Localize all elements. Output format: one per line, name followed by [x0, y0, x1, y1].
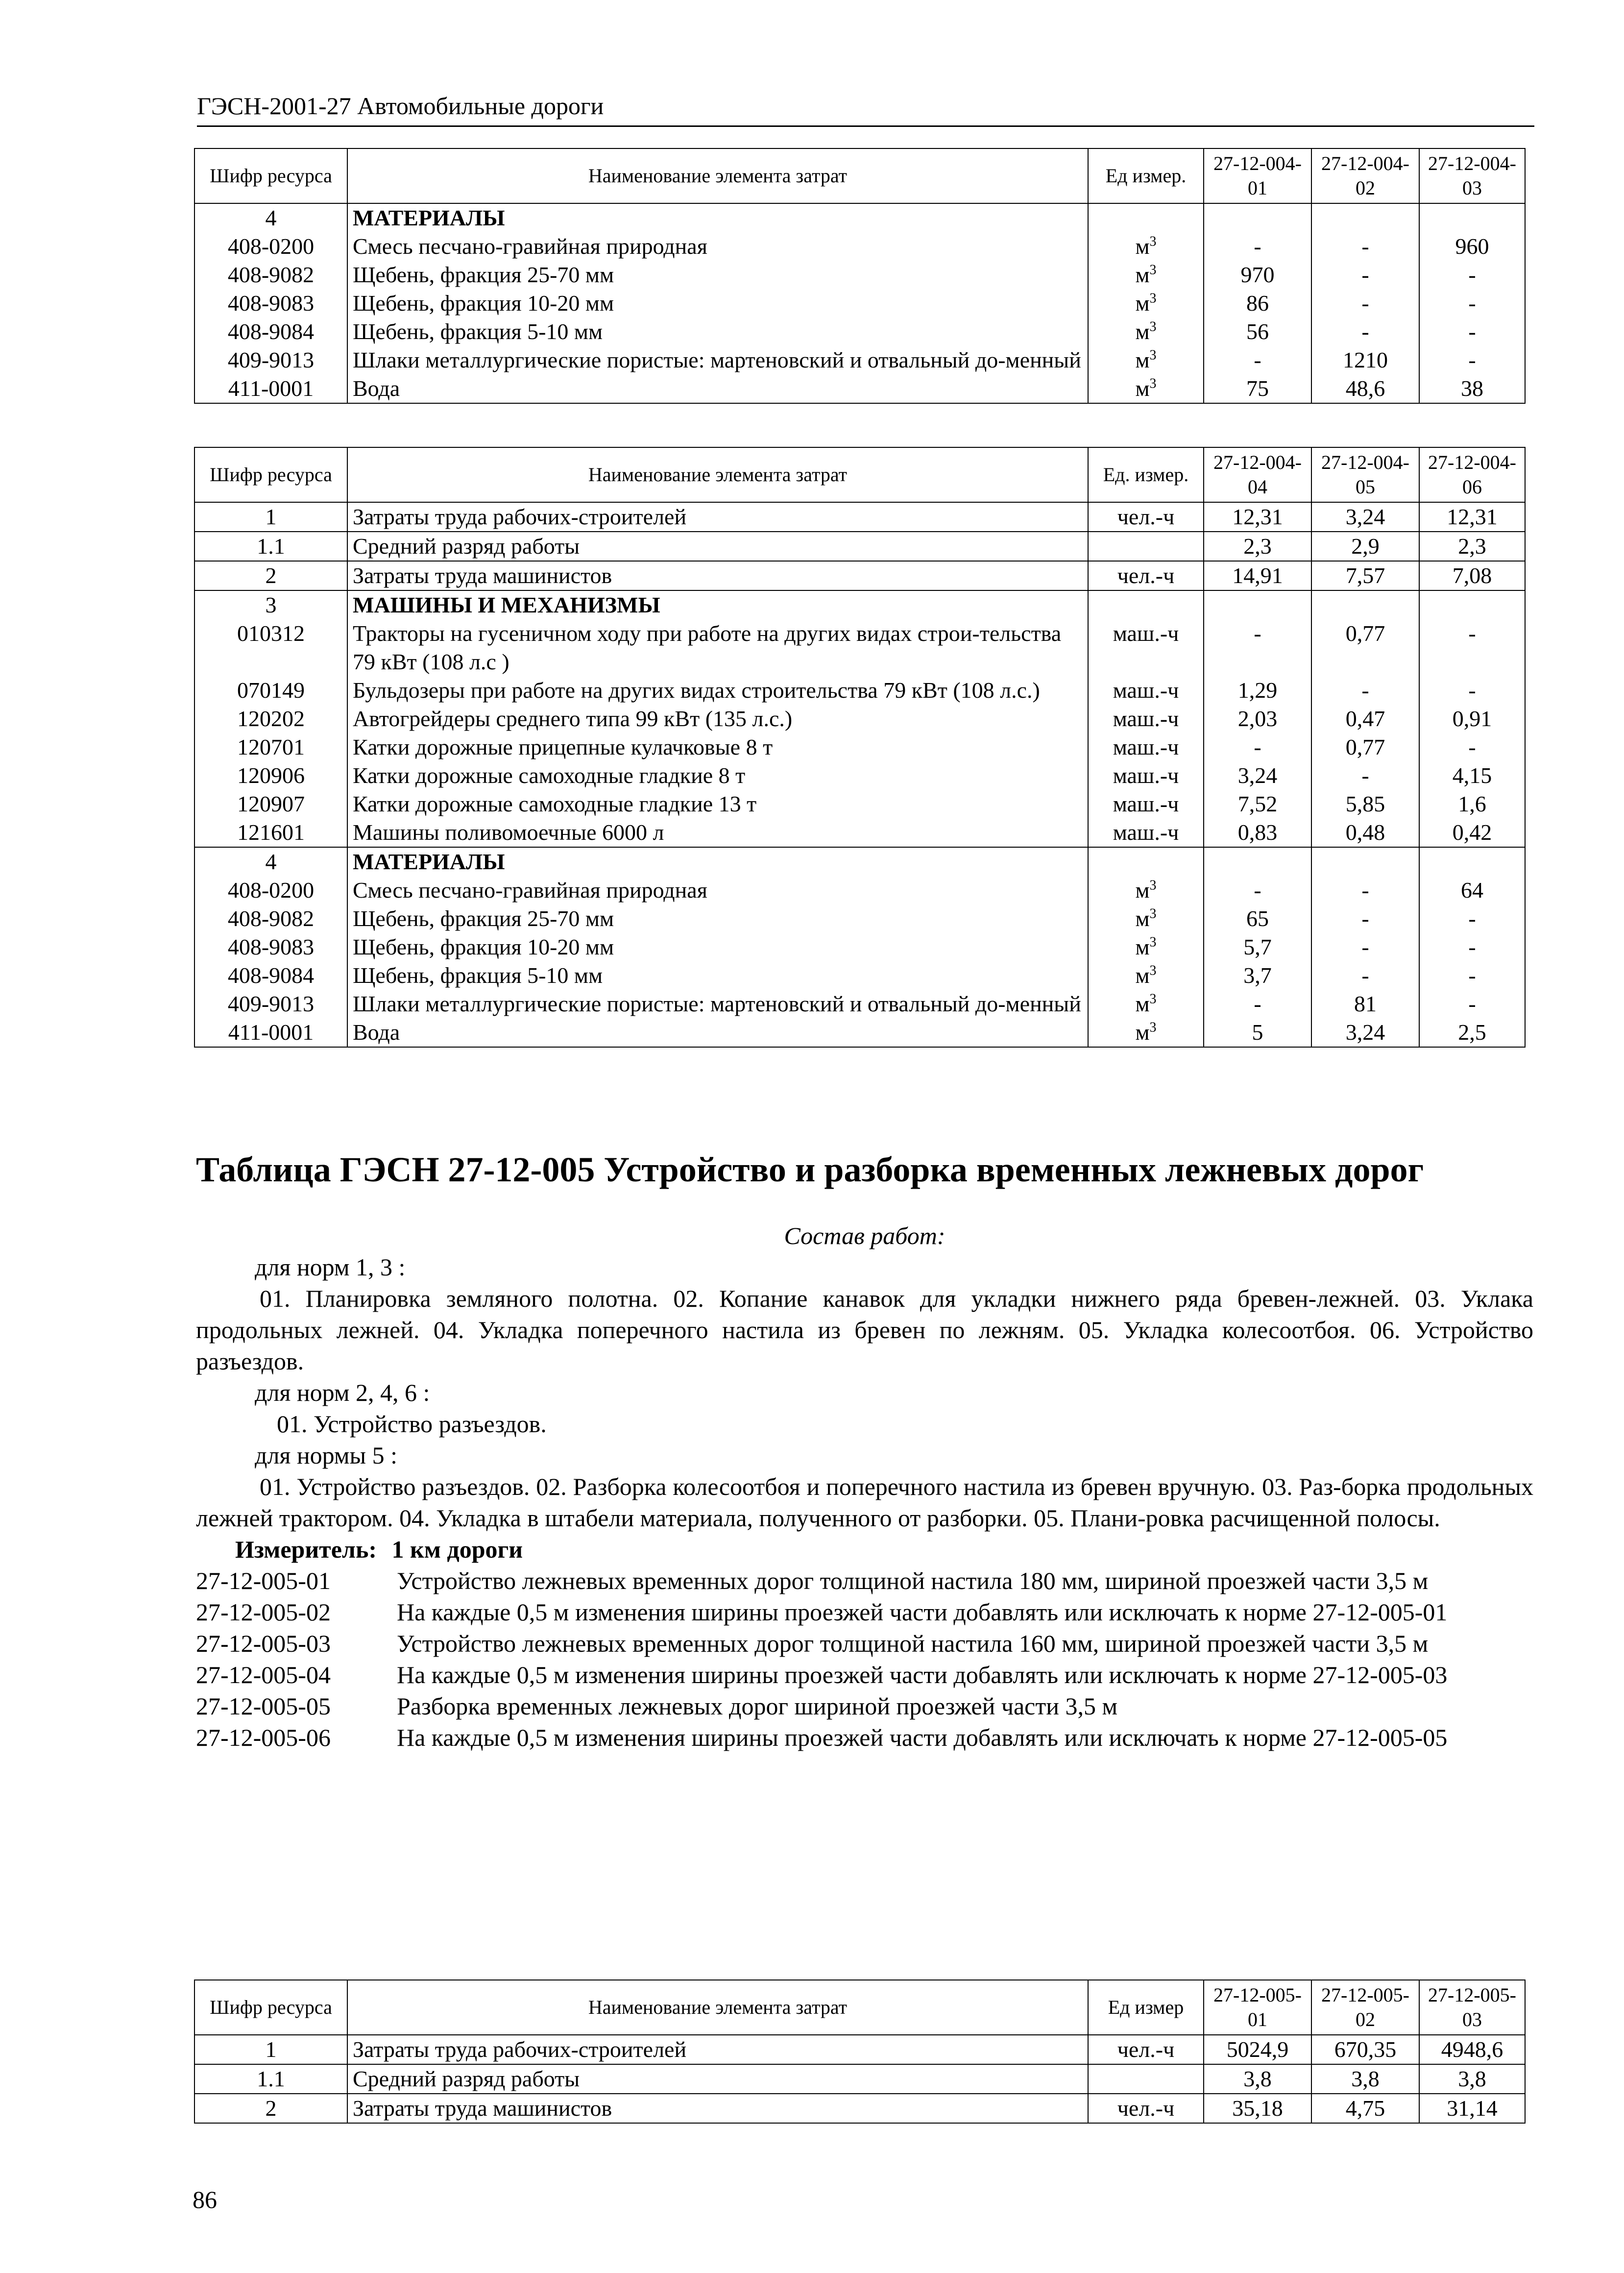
norm-value: 0,47	[1311, 705, 1419, 733]
column-header-code: Шифр ресурса	[194, 148, 347, 203]
norm-description: На каждые 0,5 м изменения ширины проезжей части добавлять или исключать к норме 27-12-005-03	[397, 1661, 1448, 1688]
unit: маш.-ч	[1088, 790, 1204, 818]
unit	[1088, 933, 1204, 961]
table-row	[194, 818, 1525, 847]
unit	[1088, 532, 1204, 561]
norm-value	[1311, 590, 1419, 619]
column-header-code: Шифр ресурса	[194, 447, 347, 502]
norms-text: 01. Планировка земляного полотна. 02. Копание канавок для укладки нижнего ряда бревен-лежней. 03. Уклака продольных лежней. 04. Укладка поперечного настила из бревен по лежням. 05. Укладка колесоотбоя. 06. Устройство разъездов.	[196, 1285, 1533, 1375]
resource-name: Щебень, фракция 10-20 мм	[347, 289, 1088, 318]
norm-value: 4,15	[1419, 761, 1525, 790]
unit-exponent: 3	[1149, 1020, 1157, 1035]
norm-value: -	[1311, 232, 1419, 261]
resource-code: 121601	[194, 818, 347, 847]
resource-code: 408-9083	[194, 933, 347, 961]
column-header-unit: Ед. измер.	[1088, 447, 1204, 502]
unit-exponent: 3	[1149, 347, 1157, 363]
unit: маш.-ч	[1088, 733, 1204, 761]
norm-value: -	[1204, 733, 1311, 761]
section-row	[194, 847, 1525, 876]
norm-value: -	[1204, 232, 1311, 261]
unit-text: м	[1135, 906, 1150, 931]
norm-description: Разборка временных лежневых дорог шириной проезжей части 3,5 м	[397, 1692, 1118, 1720]
resource-name: Смесь песчано-гравийная природная	[347, 876, 1088, 904]
norm-header: 27-12-004-01	[1204, 148, 1311, 203]
table-row	[194, 261, 1525, 289]
resource-name: Шлаки металлургические пористые: мартеновский и отвальный до-менный	[347, 346, 1088, 374]
norm-code: 27-12-005-02	[196, 1598, 331, 1626]
resource-name: Вода	[347, 374, 1088, 403]
resource-code: 408-9084	[194, 318, 347, 346]
table-row	[194, 619, 1525, 676]
column-header-unit: Ед измер.	[1088, 148, 1204, 203]
running-header: ГЭСН-2001-27 Автомобильные дороги	[197, 91, 1534, 127]
norm-code: 27-12-005-05	[196, 1692, 331, 1720]
section-heading: МАТЕРИАЛЫ	[347, 847, 1088, 876]
unit	[1088, 261, 1204, 289]
table-row	[194, 561, 1525, 590]
norm-value: 3,24	[1204, 761, 1311, 790]
section-title: Таблица ГЭСН 27-12-005 Устройство и разборка временных лежневых дорог	[196, 1150, 1424, 1189]
norm-value: 0,42	[1419, 818, 1525, 847]
norm-value: -	[1311, 318, 1419, 346]
norm-item	[196, 1722, 1533, 1753]
resource-code: 1.1	[194, 532, 347, 561]
norm-value: -	[1204, 876, 1311, 904]
unit-exponent: 3	[1149, 906, 1157, 922]
norm-value: -	[1311, 904, 1419, 933]
norm-value: -	[1204, 619, 1311, 676]
unit-text: м	[1135, 234, 1150, 259]
resource-code: 120701	[194, 733, 347, 761]
resource-table-004-01-03	[194, 148, 1526, 404]
norm-header: 27-12-005-01	[1204, 1980, 1311, 2035]
norm-value: 31,14	[1419, 2094, 1525, 2123]
column-header-name: Наименование элемента затрат	[347, 447, 1088, 502]
page-number: 86	[193, 2186, 217, 2213]
norm-value: 3,24	[1311, 502, 1419, 532]
resource-code: 2	[194, 561, 347, 590]
unit-exponent: 3	[1149, 234, 1157, 249]
unit	[1088, 904, 1204, 933]
resource-name: Затраты труда машинистов	[347, 2094, 1088, 2123]
norm-value: 1,6	[1419, 790, 1525, 818]
norm-value: 3,24	[1311, 1018, 1419, 1047]
unit-text: м	[1135, 878, 1150, 903]
resource-code: 120906	[194, 761, 347, 790]
column-header-name: Наименование элемента затрат	[347, 148, 1088, 203]
table-row	[194, 705, 1525, 733]
norm-value: 7,57	[1311, 561, 1419, 590]
resource-name: Автогрейдеры среднего типа 99 кВт (135 л.с.)	[347, 705, 1088, 733]
unit	[1088, 961, 1204, 990]
table-row	[194, 532, 1525, 561]
unit: маш.-ч	[1088, 705, 1204, 733]
norm-description: Устройство лежневых временных дорог толщиной настила 180 мм, шириной проезжей части 3,5 м	[397, 1567, 1429, 1594]
norms-list	[196, 1565, 1533, 1753]
table-row	[194, 904, 1525, 933]
resource-name: Катки дорожные самоходные гладкие 8 т	[347, 761, 1088, 790]
norm-header: 27-12-005-02	[1311, 1980, 1419, 2035]
table-row	[194, 761, 1525, 790]
unit	[1088, 590, 1204, 619]
norm-value: -	[1419, 961, 1525, 990]
table-row	[194, 289, 1525, 318]
resource-code: 408-9084	[194, 961, 347, 990]
norm-value: -	[1419, 733, 1525, 761]
table-row	[194, 733, 1525, 761]
norm-value: 7,52	[1204, 790, 1311, 818]
norm-value: 0,77	[1311, 733, 1419, 761]
norm-value: 0,77	[1311, 619, 1419, 676]
norm-value	[1311, 847, 1419, 876]
norm-value: -	[1311, 933, 1419, 961]
composition-heading: Состав работ:	[784, 1222, 945, 1249]
meter-value: 1 км дороги	[391, 1536, 523, 1563]
resource-name: Шлаки металлургические пористые: мартеновский и отвальный до-менный	[347, 990, 1088, 1018]
table-row	[194, 961, 1525, 990]
unit	[1088, 990, 1204, 1018]
norm-value: 5	[1204, 1018, 1311, 1047]
norm-value	[1204, 590, 1311, 619]
norm-header: 27-12-004-03	[1419, 148, 1525, 203]
norm-value: -	[1311, 876, 1419, 904]
work-composition	[196, 1220, 1533, 1753]
resource-name: Затраты труда рабочих-строителей	[347, 502, 1088, 532]
resource-name: Катки дорожные самоходные гладкие 13 т	[347, 790, 1088, 818]
resource-table-005-01-03	[194, 1980, 1526, 2124]
norm-value: 670,35	[1311, 2035, 1419, 2064]
norm-value: 2,3	[1419, 532, 1525, 561]
resource-code: 409-9013	[194, 990, 347, 1018]
norm-value: 2,03	[1204, 705, 1311, 733]
unit-exponent: 3	[1149, 262, 1157, 278]
norm-value: 35,18	[1204, 2094, 1311, 2123]
resource-table-004-04-06	[194, 447, 1526, 1048]
norm-value: -	[1311, 261, 1419, 289]
norm-description: На каждые 0,5 м изменения ширины проезжей части добавлять или исключать к норме 27-12-005-01	[397, 1598, 1448, 1626]
resource-code: 408-9083	[194, 289, 347, 318]
unit-exponent: 3	[1149, 291, 1157, 306]
resource-code: 408-9082	[194, 261, 347, 289]
unit-exponent: 3	[1149, 991, 1157, 1007]
unit: маш.-ч	[1088, 818, 1204, 847]
norm-value: -	[1419, 676, 1525, 705]
norm-code: 27-12-005-03	[196, 1630, 331, 1657]
norm-value: -	[1419, 619, 1525, 676]
resource-name: Машины поливомоечные 6000 л	[347, 818, 1088, 847]
norm-value	[1419, 590, 1525, 619]
unit	[1088, 374, 1204, 403]
column-header-name: Наименование элемента затрат	[347, 1980, 1088, 2035]
unit-text: м	[1135, 1020, 1150, 1045]
norm-value: 5024,9	[1204, 2035, 1311, 2064]
norm-value: -	[1419, 318, 1525, 346]
norm-value	[1419, 847, 1525, 876]
norms-label: для норм 2, 4, 6 :	[255, 1379, 430, 1406]
norm-header: 27-12-004-04	[1204, 447, 1311, 502]
norm-value: 0,91	[1419, 705, 1525, 733]
norm-code: 27-12-005-01	[196, 1567, 331, 1594]
section-heading: МАТЕРИАЛЫ	[347, 203, 1088, 232]
norm-value: 3,8	[1419, 2064, 1525, 2094]
norm-value: 0,83	[1204, 818, 1311, 847]
norm-value: -	[1311, 761, 1419, 790]
norm-value: 12,31	[1204, 502, 1311, 532]
norm-value: 2,5	[1419, 1018, 1525, 1047]
unit: чел.-ч	[1088, 502, 1204, 532]
norm-value: 3,8	[1311, 2064, 1419, 2094]
unit	[1088, 232, 1204, 261]
unit	[1088, 318, 1204, 346]
norm-value: 960	[1419, 232, 1525, 261]
norm-value: 1210	[1311, 346, 1419, 374]
norm-header: 27-12-004-05	[1311, 447, 1419, 502]
resource-name: Средний разряд работы	[347, 2064, 1088, 2094]
unit-text: м	[1135, 991, 1150, 1016]
norm-value: 4,75	[1311, 2094, 1419, 2123]
unit: чел.-ч	[1088, 2035, 1204, 2064]
resource-code: 070149	[194, 676, 347, 705]
unit-text: м	[1135, 347, 1150, 372]
table-row	[194, 2094, 1525, 2123]
norm-value: -	[1419, 289, 1525, 318]
norms-label: для нормы 5 :	[255, 1442, 398, 1469]
norm-item	[196, 1565, 1533, 1596]
norm-value: 2,9	[1311, 532, 1419, 561]
unit: чел.-ч	[1088, 561, 1204, 590]
table-row	[194, 318, 1525, 346]
table-row	[194, 502, 1525, 532]
unit-exponent: 3	[1149, 319, 1157, 335]
resource-name: Бульдозеры при работе на других видах строительства 79 кВт (108 л.с.)	[347, 676, 1088, 705]
unit	[1088, 847, 1204, 876]
norm-value: -	[1311, 676, 1419, 705]
resource-name: Затраты труда машинистов	[347, 561, 1088, 590]
table-row	[194, 232, 1525, 261]
resource-name: Щебень, фракция 25-70 мм	[347, 904, 1088, 933]
norm-code: 27-12-005-06	[196, 1724, 331, 1751]
resource-code: 4	[194, 847, 347, 876]
norm-value: 86	[1204, 289, 1311, 318]
norm-value: 3,8	[1204, 2064, 1311, 2094]
norm-value: 14,91	[1204, 561, 1311, 590]
norm-header: 27-12-004-06	[1419, 447, 1525, 502]
unit: маш.-ч	[1088, 761, 1204, 790]
norm-header: 27-12-004-02	[1311, 148, 1419, 203]
norm-value: 81	[1311, 990, 1419, 1018]
unit	[1088, 346, 1204, 374]
norm-value	[1419, 203, 1525, 232]
norm-value: 5,85	[1311, 790, 1419, 818]
norm-item	[196, 1628, 1533, 1659]
resource-code: 120202	[194, 705, 347, 733]
norm-value: -	[1419, 346, 1525, 374]
norm-value: 970	[1204, 261, 1311, 289]
resource-code: 1	[194, 2035, 347, 2064]
table-row	[194, 790, 1525, 818]
meter	[196, 1534, 1533, 1565]
unit-exponent: 3	[1149, 878, 1157, 893]
norm-value: -	[1419, 933, 1525, 961]
resource-name: Катки дорожные прицепные кулачковые 8 т	[347, 733, 1088, 761]
norm-value	[1204, 203, 1311, 232]
norm-description: Устройство лежневых временных дорог толщиной настила 160 мм, шириной проезжей части 3,5 м	[397, 1630, 1429, 1657]
norms-label: для норм 1, 3 :	[255, 1253, 406, 1281]
norm-value: 7,08	[1419, 561, 1525, 590]
resource-name: Щебень, фракция 5-10 мм	[347, 318, 1088, 346]
norm-value: 38	[1419, 374, 1525, 403]
column-header-unit: Ед измер	[1088, 1980, 1204, 2035]
resource-code: 010312	[194, 619, 347, 676]
resource-code: 4	[194, 203, 347, 232]
resource-name: Щебень, фракция 25-70 мм	[347, 261, 1088, 289]
norm-item	[196, 1690, 1533, 1722]
norm-header: 27-12-005-03	[1419, 1980, 1525, 2035]
norm-value: 75	[1204, 374, 1311, 403]
unit	[1088, 1018, 1204, 1047]
table-row	[194, 374, 1525, 403]
norm-item	[196, 1659, 1533, 1690]
norm-value: -	[1419, 904, 1525, 933]
norm-value: 12,31	[1419, 502, 1525, 532]
section-row	[194, 590, 1525, 619]
resource-name: Щебень, фракция 5-10 мм	[347, 961, 1088, 990]
resource-code: 411-0001	[194, 1018, 347, 1047]
resource-code: 1.1	[194, 2064, 347, 2094]
norms-text: 01. Устройство разъездов. 02. Разборка колесоотбоя и поперечного настила из бревен вручную. 03. Раз-борка продольных лежней трактором. 04. Укладка в штабели материала, полученного от разборки. 05. Плани-ровка расчищенной полосы.	[196, 1473, 1533, 1532]
table-row	[194, 1018, 1525, 1047]
unit	[1088, 203, 1204, 232]
table-row	[194, 2064, 1525, 2094]
resource-name: Вода	[347, 1018, 1088, 1047]
section-row	[194, 203, 1525, 232]
table-row	[194, 346, 1525, 374]
resource-code: 408-0200	[194, 232, 347, 261]
norm-item	[196, 1596, 1533, 1628]
norm-value: 65	[1204, 904, 1311, 933]
norm-description: На каждые 0,5 м изменения ширины проезжей части добавлять или исключать к норме 27-12-005-05	[397, 1724, 1448, 1751]
resource-name: Затраты труда рабочих-строителей	[347, 2035, 1088, 2064]
table-row	[194, 676, 1525, 705]
resource-code: 408-9082	[194, 904, 347, 933]
unit-text: м	[1135, 262, 1150, 287]
column-header-code: Шифр ресурса	[194, 1980, 347, 2035]
table-row	[194, 2035, 1525, 2064]
unit-text: м	[1135, 319, 1150, 344]
norms-text: 01. Устройство разъездов.	[277, 1410, 547, 1438]
norm-value	[1204, 847, 1311, 876]
unit-exponent: 3	[1149, 963, 1157, 978]
resource-name: Смесь песчано-гравийная природная	[347, 232, 1088, 261]
unit	[1088, 2064, 1204, 2094]
norm-value: -	[1419, 990, 1525, 1018]
norm-value: 0,48	[1311, 818, 1419, 847]
unit-text: м	[1135, 291, 1150, 316]
norm-value	[1311, 203, 1419, 232]
resource-name: Тракторы на гусеничном ходу при работе на других видах строи-тельства 79 кВт (108 л.с )	[347, 619, 1088, 676]
norm-value: 48,6	[1311, 374, 1419, 403]
unit-text: м	[1135, 963, 1150, 988]
norm-value: 5,7	[1204, 933, 1311, 961]
norm-value: -	[1204, 990, 1311, 1018]
unit-text: м	[1135, 934, 1150, 959]
table-row	[194, 933, 1525, 961]
resource-name: Средний разряд работы	[347, 532, 1088, 561]
norm-value: 64	[1419, 876, 1525, 904]
unit: маш.-ч	[1088, 676, 1204, 705]
unit: маш.-ч	[1088, 619, 1204, 676]
norm-value: 56	[1204, 318, 1311, 346]
resource-code: 408-0200	[194, 876, 347, 904]
norm-value: -	[1419, 261, 1525, 289]
norm-code: 27-12-005-04	[196, 1661, 331, 1688]
resource-code: 411-0001	[194, 374, 347, 403]
norm-value: 3,7	[1204, 961, 1311, 990]
resource-code: 120907	[194, 790, 347, 818]
table-row	[194, 876, 1525, 904]
unit	[1088, 876, 1204, 904]
unit-exponent: 3	[1149, 934, 1157, 950]
unit	[1088, 289, 1204, 318]
norm-value: 1,29	[1204, 676, 1311, 705]
norm-value: -	[1204, 346, 1311, 374]
table-row	[194, 990, 1525, 1018]
meter-label: Измеритель:	[235, 1536, 377, 1563]
norm-value: -	[1311, 289, 1419, 318]
resource-name: Щебень, фракция 10-20 мм	[347, 933, 1088, 961]
unit-exponent: 3	[1149, 376, 1157, 391]
resource-code: 1	[194, 502, 347, 532]
norm-value: 2,3	[1204, 532, 1311, 561]
unit-text: м	[1135, 376, 1150, 401]
norm-value: -	[1311, 961, 1419, 990]
resource-code: 3	[194, 590, 347, 619]
section-heading: МАШИНЫ И МЕХАНИЗМЫ	[347, 590, 1088, 619]
unit: чел.-ч	[1088, 2094, 1204, 2123]
resource-code: 2	[194, 2094, 347, 2123]
resource-code: 409-9013	[194, 346, 347, 374]
norm-value: 4948,6	[1419, 2035, 1525, 2064]
